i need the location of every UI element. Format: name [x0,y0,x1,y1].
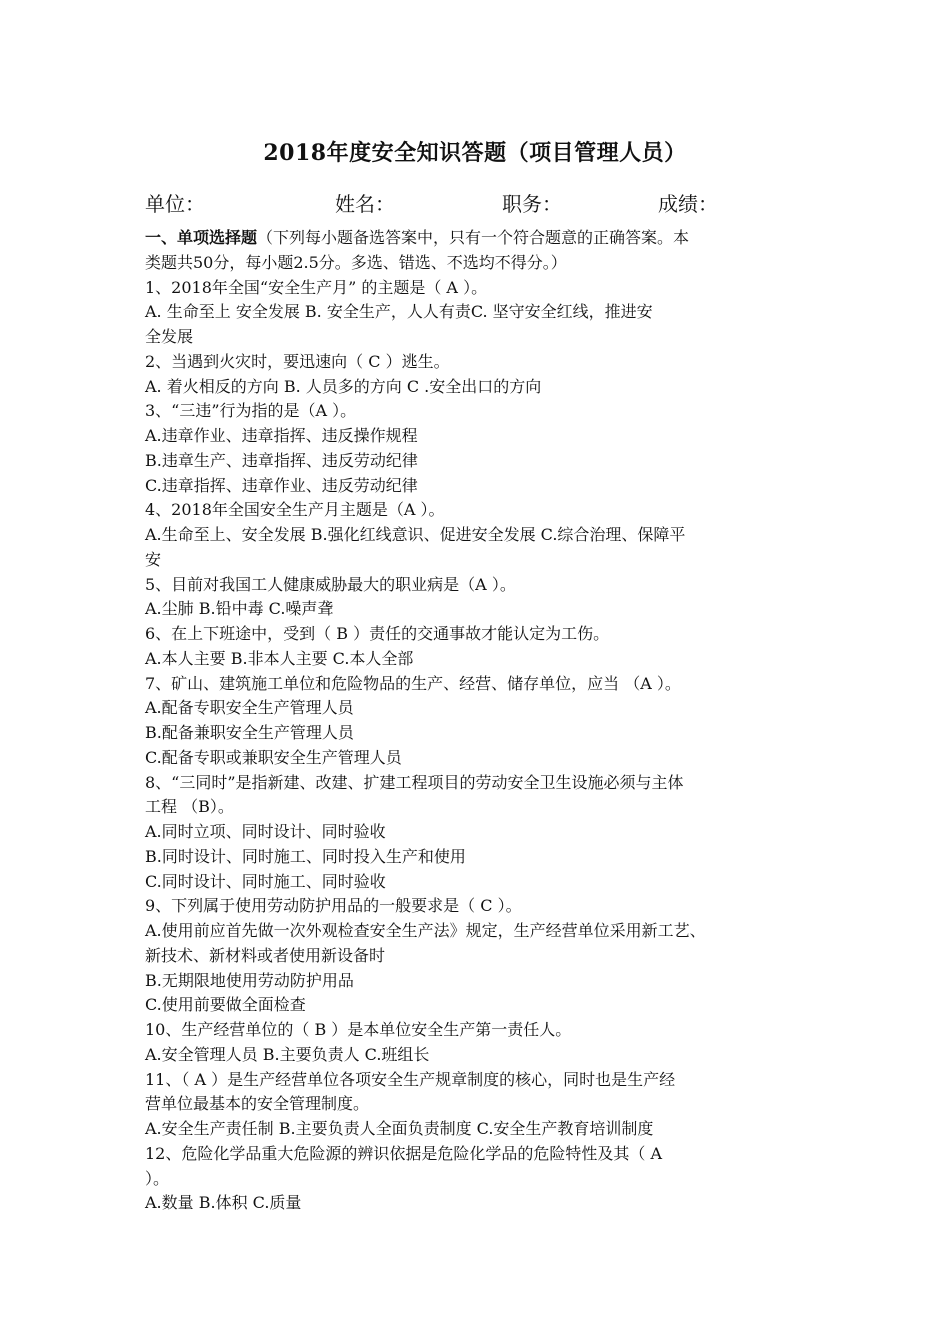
position-field-label: 职务： [502,192,562,216]
section-heading-line [145,226,807,251]
text-line: A.尘肺 B.铅中毒 C.噪声聋 [145,599,334,619]
text-line: 11、（ A ）是生产经营单位各项安全生产规章制度的核心，同时也是生产经 [145,1069,676,1089]
text-line: A.安全生产责任制 B.主要负责人全面负责制度 C.安全生产教育培训制度 [145,1119,654,1138]
section-instruction-continued: 类题共50分，每小题2.5分。多选、错选、不选均不得分。） [145,252,567,272]
score-field-label: 成绩： [658,192,718,216]
section-title: 一、单项选择题 [145,228,258,247]
text-line: C.使用前要做全面检查 [145,995,306,1015]
text-line: 8、“三同时”是指新建、改建、扩建工程项目的劳动安全卫生设施必须与主体 [145,772,684,792]
header-fields [145,188,845,218]
text-line: A.违章作业、违章指挥、违反操作规程 [145,426,418,445]
text-line: 2、当遇到火灾时，要迅速向（ C ）逃生。 [145,351,450,371]
text-line: B.同时设计、同时施工、同时投入生产和使用 [145,846,466,866]
text-line: A.使用前应首先做一次外观检查安全生产法》规定，生产经营单位采用新工艺、 [145,921,706,940]
text-line: C.违章指挥、违章作业、违反劳动纪律 [145,475,418,495]
text-line: 7、矿山、建筑施工单位和危险物品的生产、经营、储存单位，应当 （A ）。 [145,673,681,693]
text-line: B.配备兼职安全生产管理人员 [145,723,354,742]
text-line: A.数量 B.体积 C.质量 [145,1193,302,1213]
text-line: ）。 [145,1168,170,1188]
text-line: 工程 （B）。 [145,797,234,817]
text-line: A.生命至上、安全发展 B.强化红线意识、促进安全发展 C.综合治理、保障平 [145,525,686,544]
question-body [145,226,807,1216]
name-field-label: 姓名： [335,192,395,216]
text-line: A. 着火相反的方向 B. 人员多的方向 C .安全出口的方向 [145,376,542,396]
text-line: A. 生命至上 安全发展 B. 安全生产，人人有责C. 坚守安全红线，推进安 [145,302,653,322]
text-line: 6、在上下班途中，受到（ B ）责任的交通事故才能认定为工伤。 [145,624,610,643]
text-line: B.无期限地使用劳动防护用品 [145,970,354,990]
text-line: 12、危险化学品重大危险源的辨识依据是危险化学品的危险特性及其（ A [145,1143,663,1163]
text-line: 4、2018年全国安全生产月主题是（A ）。 [145,500,445,520]
text-line: 安 [145,549,162,569]
section-instruction: （下列每小题备选答案中，只有一个符合题意的正确答案。本 [257,228,690,247]
text-line: A.配备专职安全生产管理人员 [145,698,354,718]
text-line: 营单位最基本的安全管理制度。 [145,1094,370,1114]
text-line: 9、下列属于使用劳动防护用品的一般要求是（ C ）。 [145,896,522,916]
text-line: C.同时设计、同时施工、同时验收 [145,871,386,891]
text-line: A.安全管理人员 B.主要负责人 C.班组长 [145,1044,430,1064]
page-title: 2018年度安全知识答题（项目管理人员） [263,140,687,166]
text-line: 新技术、新材料或者使用新设备时 [145,945,386,965]
text-line: B.违章生产、违章指挥、违反劳动纪律 [145,450,418,470]
text-line: A.同时立项、同时设计、同时验收 [145,822,386,841]
text-line: 5、目前对我国工人健康威胁最大的职业病是（A ）。 [145,574,516,594]
text-line: A.本人主要 B.非本人主要 C.本人全部 [145,648,414,668]
text-line: C.配备专职或兼职安全生产管理人员 [145,747,402,767]
text-line: 3、“三违”行为指的是（A ）。 [145,401,357,421]
unit-field-label: 单位： [145,192,205,216]
question-lines [145,276,807,1217]
text-line: 10、生产经营单位的（ B ）是本单位安全生产第一责任人。 [145,1020,572,1039]
text-line: 1、2018年全国“安全生产月” 的主题是（ A ）。 [145,277,488,297]
text-line: 全发展 [145,327,194,346]
